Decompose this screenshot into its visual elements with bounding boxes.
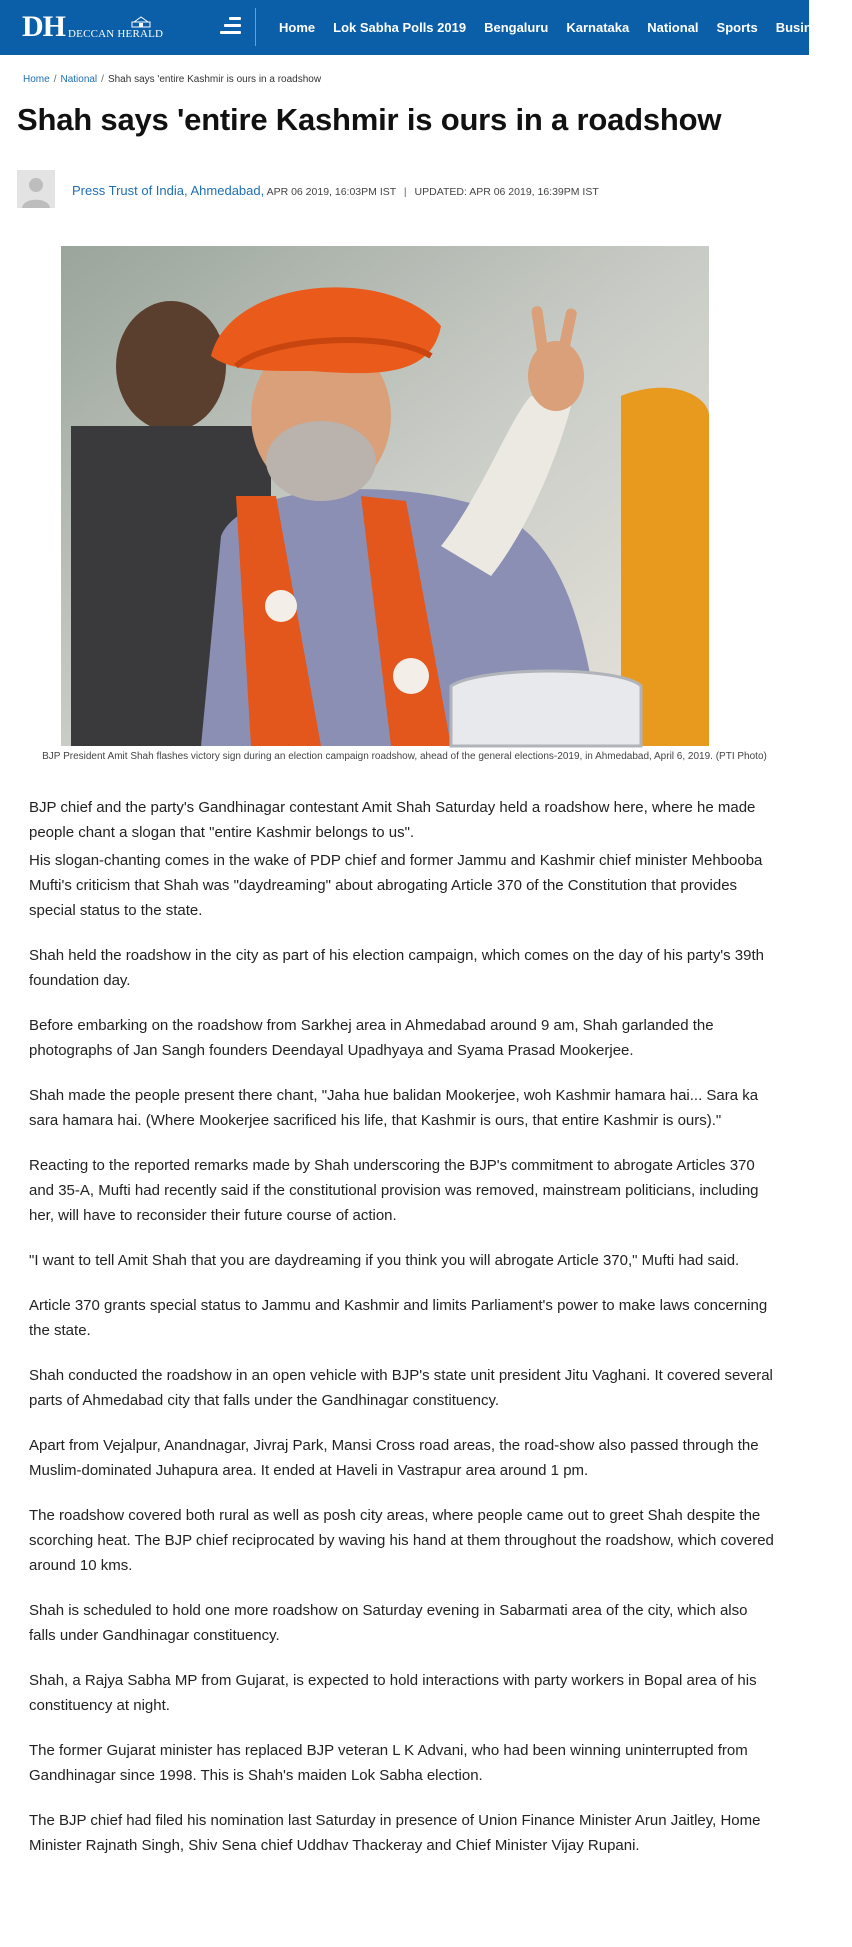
logo-text: DECCAN HERALD <box>68 28 164 40</box>
image-caption: BJP President Amit Shah flashes victory sign during an election campaign roadshow, ahead of the general elections-2019, in Ahmedabad, April 6, 2019. (PTI Photo) <box>42 751 767 762</box>
article-paragraph: Shah made the people present there chant, "Jaha hue balidan Mookerjee, woh Kashmir hamara hai... Sara ka sara hamara hai. (Where Mookerjee sacrificed his life, that Kashmir is ours, that entire Kashmir is ours)." <box>29 1087 759 1129</box>
nav-karnataka[interactable]: Karnataka <box>566 20 630 35</box>
photo-illustration <box>61 246 709 746</box>
nav-lok-sabha-polls[interactable]: Lok Sabha Polls 2019 <box>333 20 467 35</box>
nav-national[interactable]: National <box>647 20 699 35</box>
breadcrumb: Home / National / Shah says 'entire Kashmir is ours in a roadshow <box>23 74 322 85</box>
article-paragraph: Shah, a Rajya Sabha MP from Gujarat, is expected to hold interactions with party workers in Bopal area of his constituency at night. <box>29 1672 757 1714</box>
article-paragraph: The roadshow covered both rural as well as posh city areas, where people came out to greet Shah despite the scorching heat. The BJP chief reciprocated by waving his hand at them throughout the roadshow, which covered around 10 kms. <box>29 1507 774 1574</box>
byline-separator: | <box>403 186 407 198</box>
article-paragraph: The BJP chief had filed his nomination last Saturday in presence of Union Finance Minister Arun Jaitley, Home Minister Rajnath Singh, Shiv Sena chief Uddhav Thackeray and Chief Minister Vijay Rupani. <box>29 1812 761 1854</box>
article-paragraph: His slogan-chanting comes in the wake of PDP chief and former Jammu and Kashmir chief minister Mehbooba Mufti's criticism that Shah was "daydreaming" about abrogating Article 370 of the Constitution that provides special status to the state. <box>29 852 763 919</box>
article-paragraph: Reacting to the reported remarks made by Shah underscoring the BJP's commitment to abrogate Articles 370 and 35-A, Mufti had recently said if the constitutional provision was removed, mainstream politicians, including her, will have to reconsider their future course of action. <box>29 1157 759 1224</box>
menu-icon[interactable] <box>219 15 241 37</box>
breadcrumb-current: Shah says 'entire Kashmir is ours in a roadshow <box>107 74 322 85</box>
article-paragraph: Shah held the roadshow in the city as part of his election campaign, which comes on the day of his party's 39th foundation day. <box>29 947 764 989</box>
article-paragraph: Shah conducted the roadshow in an open vehicle with BJP's state unit president Jitu Vaghani. It covered several parts of Ahmedabad city that falls under the Gandhinagar constituency. <box>29 1367 773 1409</box>
author-link[interactable]: Press Trust of India, Ahmedabad, <box>72 183 265 198</box>
site-logo[interactable] <box>22 10 164 43</box>
header-divider <box>255 8 256 46</box>
article-paragraph: "I want to tell Amit Shah that you are daydreaming if you think you will abrogate Article 370," Mufti had said. <box>29 1252 740 1269</box>
breadcrumb-home[interactable]: Home <box>23 74 50 85</box>
author-avatar <box>17 170 55 208</box>
logo-mark: DH <box>22 10 65 43</box>
hero-image <box>61 246 709 746</box>
nav-business[interactable]: Business <box>775 20 834 35</box>
nav-bengaluru[interactable]: Bengaluru <box>484 20 549 35</box>
article-paragraph: The former Gujarat minister has replaced BJP veteran L K Advani, who had been winning uninterrupted from Gandhinagar since 1998. This is Shah's maiden Lok Sabha election. <box>29 1742 748 1784</box>
published-date: APR 06 2019, 16:03PM IST <box>266 186 396 198</box>
breadcrumb-national[interactable]: National <box>60 74 98 85</box>
article-body <box>29 795 774 1858</box>
site-header <box>0 0 834 55</box>
user-icon <box>17 170 55 208</box>
nav-sports[interactable]: Sports <box>716 20 758 35</box>
article-paragraph: Shah is scheduled to hold one more roadshow on Saturday evening in Sabarmati area of the city, which also falls under Gandhinagar constituency. <box>29 1602 748 1644</box>
emblem-icon <box>130 16 152 28</box>
page-title: Shah says 'entire Kashmir is ours in a roadshow <box>17 102 722 137</box>
nav-home[interactable]: Home <box>279 20 316 35</box>
main-nav <box>279 0 852 55</box>
article-paragraph: Article 370 grants special status to Jammu and Kashmir and limits Parliament's power to make laws concerning the state. <box>29 1297 768 1339</box>
article-paragraph: Before embarking on the roadshow from Sarkhej area in Ahmedabad around 9 am, Shah garlanded the photographs of Jan Sangh founders Deendayal Upadhyaya and Syama Prasad Mookerjee. <box>29 1017 714 1059</box>
article-paragraph: BJP chief and the party's Gandhinagar contestant Amit Shah Saturday held a roadshow here, where he made people chant a slogan that "entire Kashmir belongs to us". <box>29 799 756 841</box>
updated-date: UPDATED: APR 06 2019, 16:39PM IST <box>414 186 599 198</box>
article-paragraph: Apart from Vejalpur, Anandnagar, Jivraj Park, Mansi Cross road areas, the road-show also passed through the Muslim-dominated Juhapura area. It ended at Haveli in Vastrapur area around 1 pm. <box>29 1437 759 1479</box>
byline <box>72 183 599 198</box>
